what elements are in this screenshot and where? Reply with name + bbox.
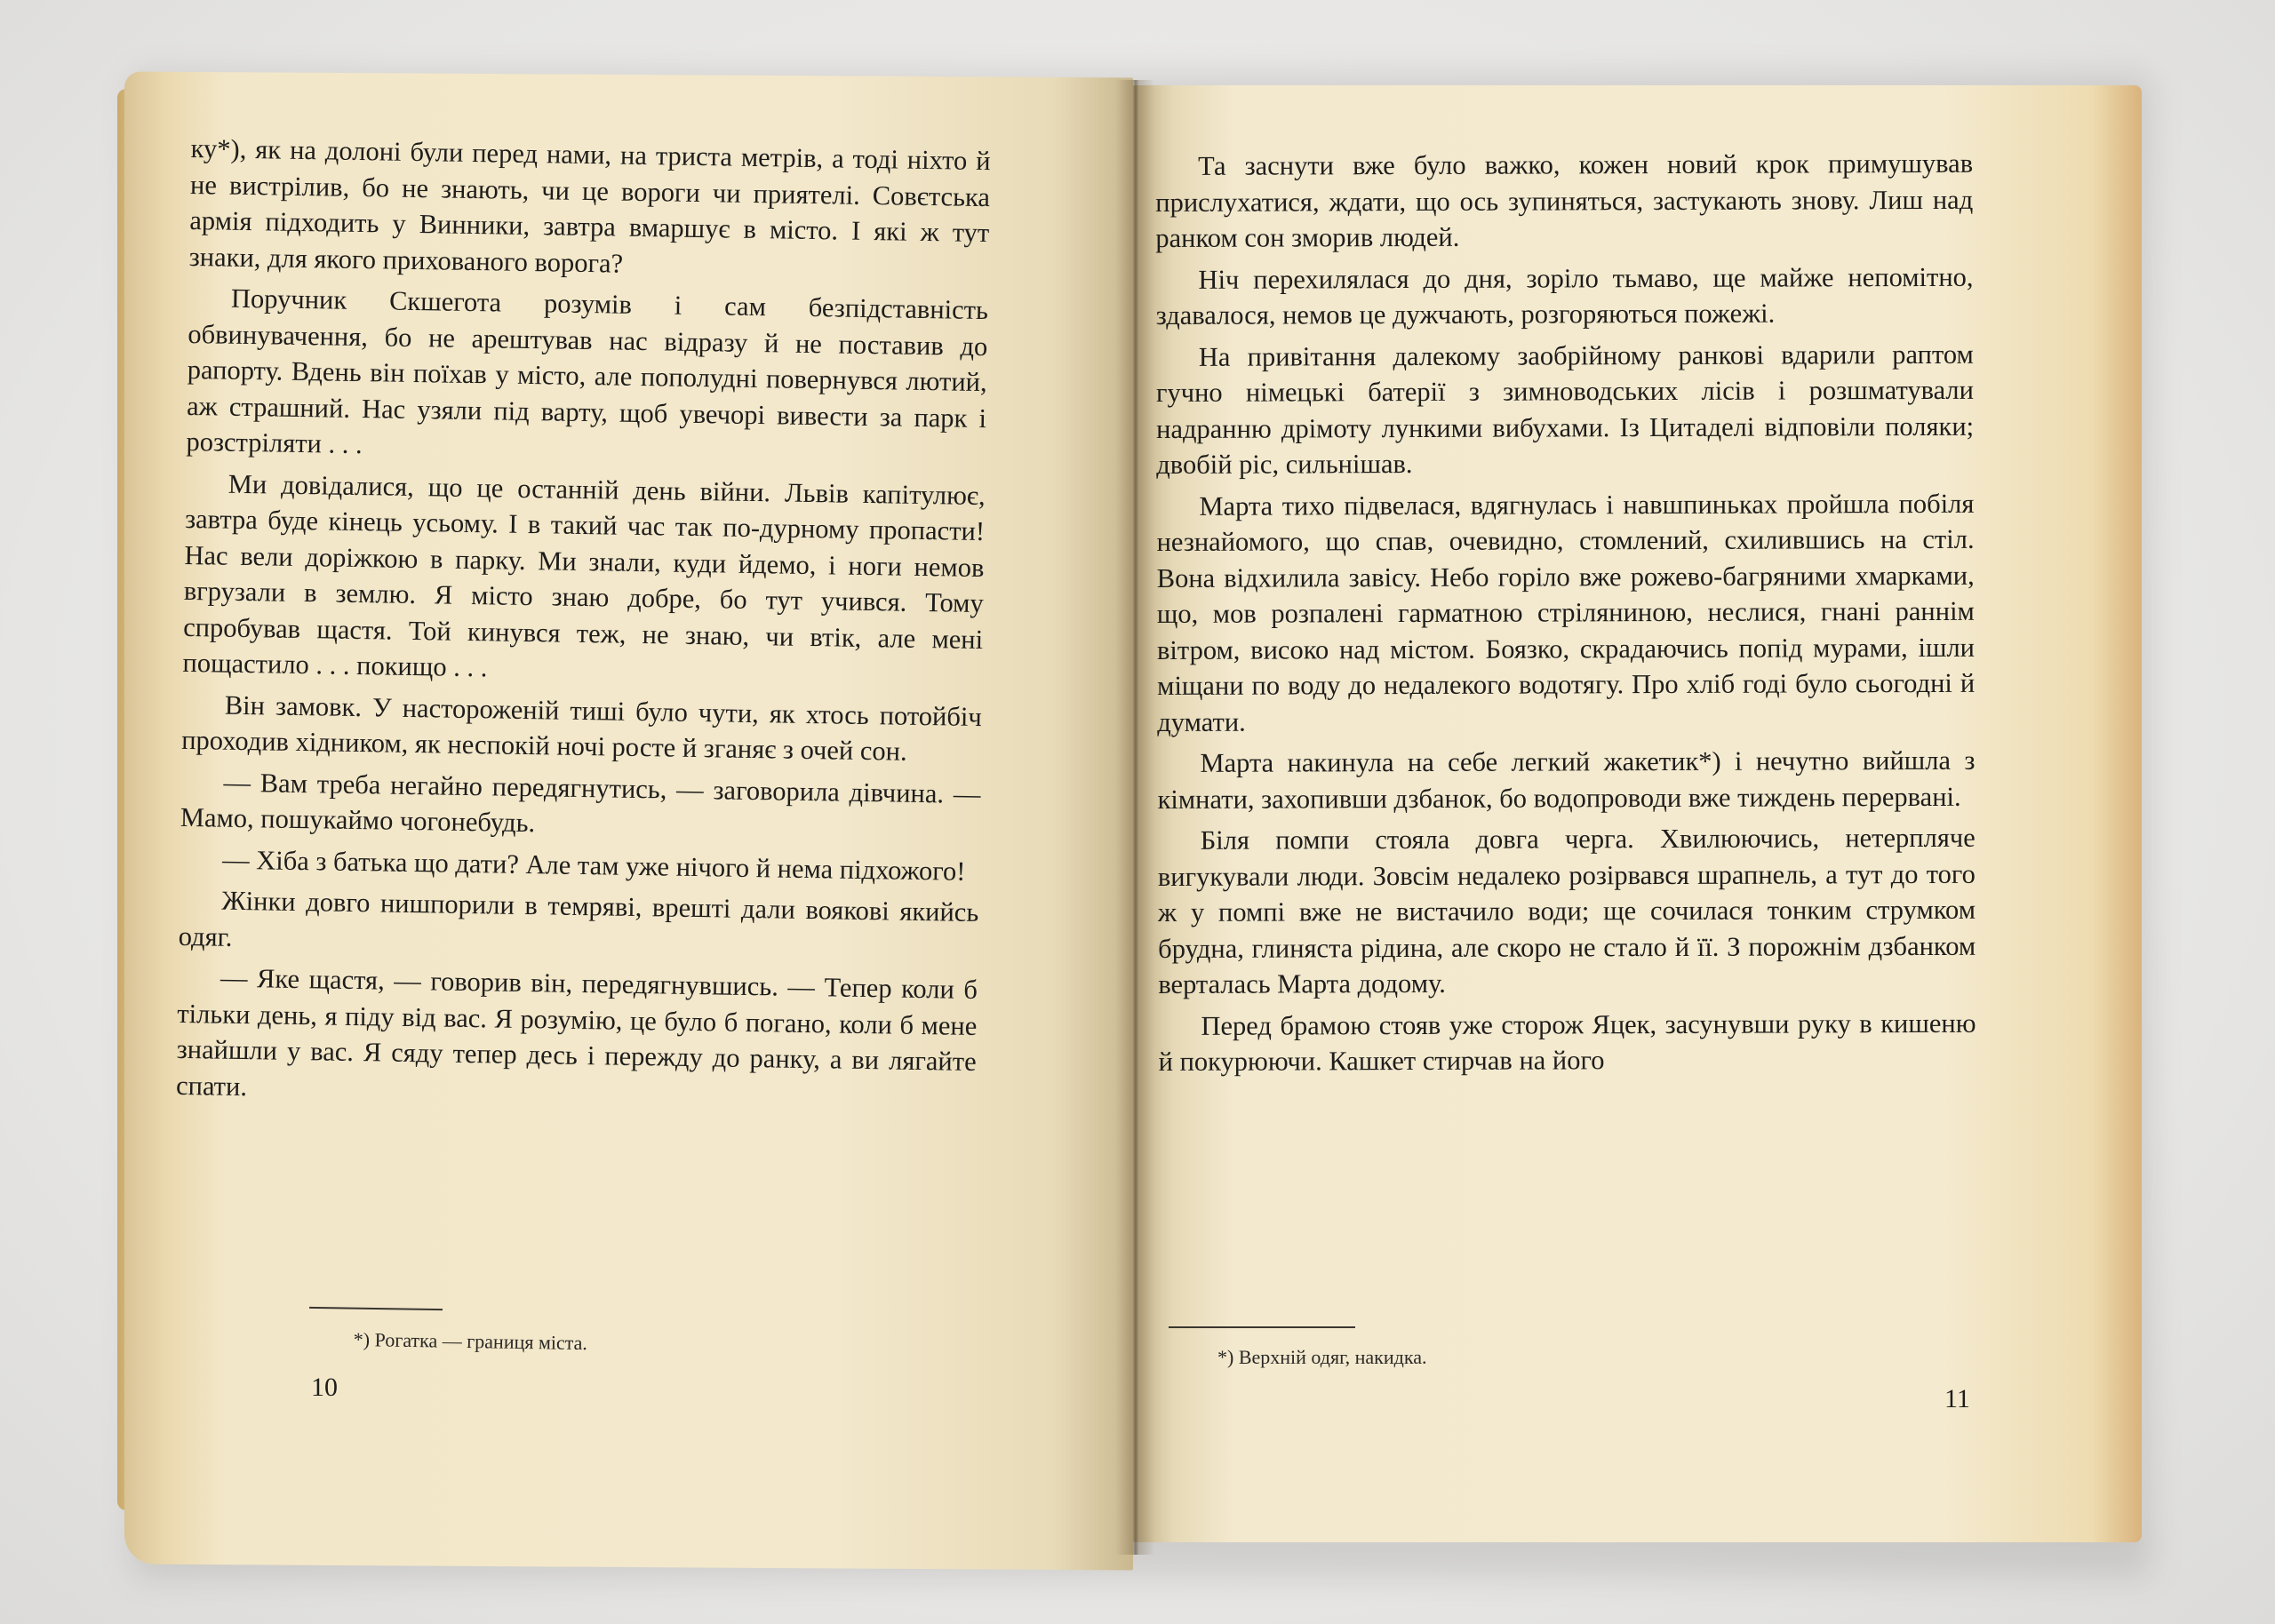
right-paragraph-5: Марта накинула на себе легкий жакетик*) і нечутно вийшла з кімнати, захопивши дзбанок, бо водопроводи вже тиждень перервані. — [1157, 744, 1976, 815]
left-paragraph-2: Поручник Скшегота розумів і сам безпідставність обвинувачення, бо не арештував нас відразу й не поставив до рапорту. Вдень він поїхав у місто, але пополудні повернувся лютий, аж страшний. Нас узяли під варту, щоб увечорі вивести за парк і розстріляти . . . — [186, 283, 989, 460]
left-paragraph-4: Він замовк. У настороженій тиші було чути, як хтось потойбіч проходив хідником, як неспокій ночі росте й зганяє з очей сон. — [180, 689, 983, 767]
left-footnote: *) Рогатка — границя міста. — [353, 1328, 588, 1355]
right-paragraph-6: Біля помпи стояла довга черга. Хвилюючись, нетерпляче вигукували люди. Зовсім недалеко розірвався шрапнель, а тут до того ж у помпі вже не вистачило води; ще сочилася тонким струмком брудна, глиняста рідина, але скоро не стало й її. З порожнім дзбанком верталась Марта додому. — [1157, 822, 1976, 999]
right-page-number: 11 — [1944, 1384, 1970, 1413]
left-page-text — [176, 131, 991, 1121]
left-paragraph-7: Жінки довго нишпорили в темряві, врешті дали воякові якийсь одяг. — [178, 885, 979, 952]
left-paragraph-5: — Вам треба негайно передягнутись, — заговорила дівчина. — Мамо, пошукаймо чогонебудь. — [180, 767, 981, 839]
right-footnote: *) Верхній одяг, накидка. — [1217, 1346, 1427, 1368]
right-footnote-rule — [1169, 1326, 1355, 1328]
left-paragraph-8: — Яке щастя, — говорив він, передягнувшись. — Тепер коли б тільки день, я піду від вас. Я розумію, це було б погано, коли б мене знайшли у вас. Я сяду тепер десь і пережду до ранку, а ви лягайте спати. — [175, 962, 978, 1102]
left-paragraph-3: Ми довідалися, що це останній день війни. Львів капітулює, завтра буде кінець усьому. І в такий час так по-дурному пропасти! Нас вели доріжкою в парку. Ми знали, куди йдемо, і ноги немов вгрузали в землю. Я місто знаю добре, бо тут учився. Тому спробував щастя. Той кинувся теж, не знаю, чи втік, але мені пощастило . . . покищо . . . — [182, 468, 986, 683]
right-paragraph-2: Ніч перехилялася до дня, зоріло тьмаво, ще майже непомітно, здавалося, немов це дужчають, розгоряються пожежі. — [1155, 261, 1974, 330]
left-paragraph-6: — Хіба з батька що дати? Але там уже нічого й нема підхожого! — [221, 844, 966, 887]
right-paragraph-4: Марта тихо підвелася, вдягнулась і навшпиньках пройшла побіля незнайомого, що спав, очевидно, стомлений, схилившись на стіл. Вона відхилила завісу. Небо горіло вже рожево-багряними хмарками, що, мов розпалені гарматною стріляниною, неслися, гнані раннім вітром, високо над містом. Боязко, скрадаючись попід мурами, ішли міщани по воду до недалекого водотягу. Про хліб годі було сьогодні й думати. — [1156, 488, 1976, 737]
right-page-text — [1155, 146, 1976, 1086]
right-paragraph-1: Та заснути вже було важко, кожен новий крок примушував прислухатися, ждати, що ось зупиняться, застукають знову. Лиш над ранком сон зморив людей. — [1155, 147, 1974, 253]
left-paragraph-1: ку*), як на долоні були перед нами, на триста метрів, а тоді ніхто й не вистрілив, бо не знають, чи це вороги чи приятелі. Совєтська армія підходить у Винники, завтра вмаршує в місто. І які ж тут знаки, для якого прихованого ворога? — [188, 132, 991, 279]
book-spine — [1115, 80, 1154, 1555]
left-page-number: 10 — [311, 1373, 338, 1402]
right-paragraph-3: На привітання далекому заобрійному ранкові вдарили раптом гучно німецькі батерії з зимноводських лісів і розшматували надранню дрімоту лункими вибухами. Із Цитаделі відповіли поляки; двобій ріс, сильнішав. — [1155, 338, 1975, 480]
right-paragraph-7: Перед брамою стояв уже сторож Яцек, засунувши руку в кишеню й покурюючи. Кашкет стирчав на його — [1158, 1007, 1976, 1077]
